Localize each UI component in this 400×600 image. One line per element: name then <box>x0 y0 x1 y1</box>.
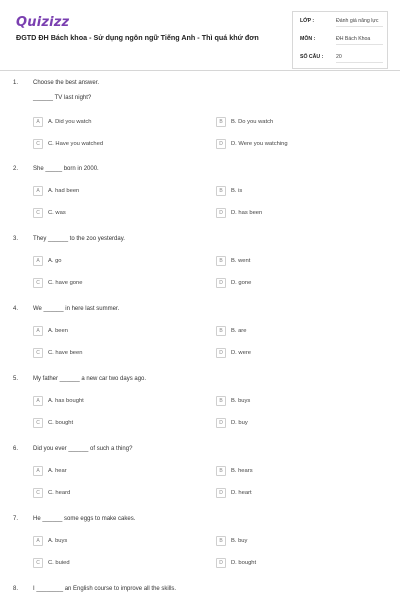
question-text: They ______ to the zoo yesterday. <box>33 236 125 242</box>
option-text: C. buied <box>48 559 70 566</box>
question-5 <box>0 376 400 442</box>
option-text: A. had been <box>48 187 80 194</box>
meta-value: Đánh giá năng lực <box>336 18 379 24</box>
option-text: A. buys <box>48 537 68 544</box>
option-text: D. were <box>231 349 251 356</box>
option-text: C. have gone <box>48 279 83 286</box>
meta-value: 20 <box>336 54 342 60</box>
question-3 <box>0 236 400 302</box>
option-key-box: B <box>216 326 226 336</box>
option-text: A. Did you watch <box>48 118 92 125</box>
option-text: C. bought <box>48 419 74 426</box>
question-2 <box>0 166 400 232</box>
question-1 <box>0 80 400 146</box>
option-text: C. Have you watched <box>48 140 104 147</box>
option-text: B. buy <box>231 537 248 544</box>
option-key-box: C <box>33 348 43 358</box>
header-divider <box>0 70 400 71</box>
option-text: B. is <box>231 187 243 194</box>
question-text: She _____ born in 2000. <box>33 166 99 172</box>
option-key-box: D <box>216 208 226 218</box>
meta-row-count <box>293 50 389 64</box>
option-text: C. heard <box>48 489 71 496</box>
question-text: I ________ an English course to improve all the skills. <box>33 586 177 592</box>
question-number: 7. <box>13 516 19 522</box>
question-text: Choose the best answer. <box>33 80 100 86</box>
option-text: C. have been <box>48 349 83 356</box>
option-key-box: D <box>216 348 226 358</box>
option-key-box: C <box>33 488 43 498</box>
option-text: B. Do you watch <box>231 118 274 125</box>
question-number: 5. <box>13 376 19 382</box>
option-text: D. buy <box>231 419 248 426</box>
question-number: 3. <box>13 236 19 242</box>
question-7 <box>0 516 400 582</box>
option-key-box: C <box>33 278 43 288</box>
question-8 <box>0 586 400 598</box>
option-text: D. Were you watching <box>231 140 288 147</box>
option-text: A. go <box>48 257 62 264</box>
question-number: 1. <box>13 80 19 86</box>
meta-row-class <box>293 14 389 28</box>
question-number: 4. <box>13 306 19 312</box>
option-text: C. was <box>48 209 66 216</box>
question-text: He ______ some eggs to make cakes. <box>33 516 136 522</box>
option-key-box: B <box>216 256 226 266</box>
option-text: B. buys <box>231 397 251 404</box>
meta-box <box>292 11 388 69</box>
option-key-box: D <box>216 558 226 568</box>
option-key-box: C <box>33 558 43 568</box>
option-key-box: A <box>33 326 43 336</box>
quizizz-logo: Quizizz <box>16 15 70 30</box>
question-number: 6. <box>13 446 19 452</box>
option-text: B. are <box>231 327 247 334</box>
meta-label: MÔN : <box>300 36 316 42</box>
option-text: D. bought <box>231 559 257 566</box>
question-4 <box>0 306 400 372</box>
meta-value: ĐH Bách Khoa <box>336 36 371 42</box>
option-text: A. hear <box>48 467 67 474</box>
option-key-box: A <box>33 256 43 266</box>
option-text: A. been <box>48 327 68 334</box>
option-key-box: A <box>33 536 43 546</box>
option-key-box: B <box>216 536 226 546</box>
option-key-box: A <box>33 186 43 196</box>
option-key-box: B <box>216 117 226 127</box>
question-number: 2. <box>13 166 19 172</box>
option-key-box: A <box>33 466 43 476</box>
question-number: 8. <box>13 586 19 592</box>
option-key-box: D <box>216 139 226 149</box>
option-key-box: B <box>216 186 226 196</box>
option-key-box: A <box>33 396 43 406</box>
meta-label: SỐ CÂU : <box>300 54 324 60</box>
meta-underline <box>336 26 383 27</box>
question-subtext: ______ TV last night? <box>33 95 92 101</box>
question-6 <box>0 446 400 512</box>
option-text: D. heart <box>231 489 252 496</box>
option-key-box: C <box>33 418 43 428</box>
option-key-box: D <box>216 488 226 498</box>
option-text: D. has been <box>231 209 263 216</box>
option-key-box: D <box>216 418 226 428</box>
option-text: D. gone <box>231 279 252 286</box>
question-text: My father ______ a new car two days ago. <box>33 376 147 382</box>
option-key-box: B <box>216 396 226 406</box>
meta-row-subject <box>293 32 389 46</box>
option-text: A. has bought <box>48 397 84 404</box>
option-key-box: C <box>33 208 43 218</box>
option-key-box: C <box>33 139 43 149</box>
option-text: B. hears <box>231 467 253 474</box>
option-key-box: A <box>33 117 43 127</box>
option-text: B. went <box>231 257 251 264</box>
question-text: Did you ever ______ of such a thing? <box>33 446 133 452</box>
meta-underline <box>336 44 383 45</box>
document-header <box>0 0 400 68</box>
option-key-box: B <box>216 466 226 476</box>
question-text: We ______ in here last summer. <box>33 306 120 312</box>
meta-underline <box>336 62 383 63</box>
meta-label: LỚP : <box>300 18 315 24</box>
option-key-box: D <box>216 278 226 288</box>
document-title: ĐGTD ĐH Bách khoa - Sử dụng ngôn ngữ Tiếng Anh - Thì quá khứ đơn <box>16 33 259 42</box>
